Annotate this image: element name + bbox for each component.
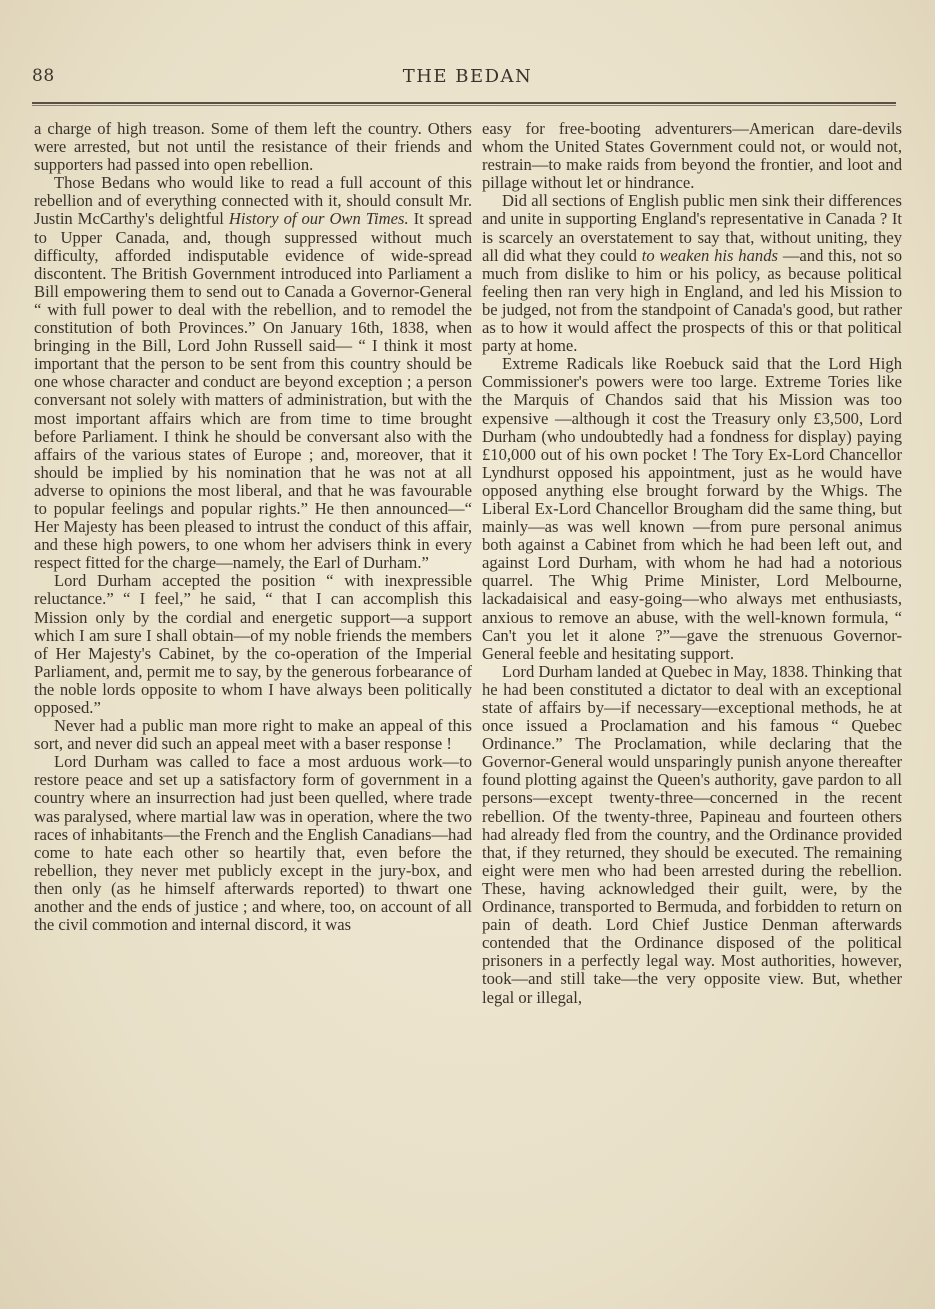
paragraph: Lord Durham accepted the position “ with inexpressible reluctance.” “ I feel,” he said, “ that I can accomplish this Mission only by the cordial and energetic support—a support which I am sure I shall obtain—of my noble friends the members of Her Majesty's Cabinet, by the co-operation of the Imperial Parliament, and, permit me to say, by the generous forbearance of the noble lords opposite to whom I have always been politically opposed.” xyxy=(34,571,472,717)
paragraph xyxy=(482,192,902,355)
paragraph: a charge of high treason. Some of them left the country. Others were arrested, but not until the resistance of their friends and supporters had passed into open rebellion. xyxy=(34,119,472,175)
paragraph: Extreme Radicals like Roebuck said that the Lord High Commissioner's powers were too large. Extreme Tories like the Marquis of Chandos said that his Mission was too expensive —although it cost the Treasury only £3,500, Lord Durham (who undoubtedly had a fondness for display) paying £10,000 out of his own pocket ! The Tory Ex-Lord Chancellor Lyndhurst opposed his appointment, just as he would have opposed anything else brought forward by the Whigs. The Liberal Ex-Lord Chancellor Brougham did the same thing, but mainly—as was well known —from pure personal animus both against a Cabinet from which he had been left out, and against Lord Durham, with whom he had had a notorious quarrel. The Whig Prime Minister, Lord Melbourne, lackadaisical and easy-going—who always met enthusiasts, anxious to remove an abuse, with the well-known formula, “ Can't you let it alone ?”—gave the strenuous Governor-General feeble and hesitating support. xyxy=(482,354,902,663)
paragraph: Never had a public man more right to make an appeal of this sort, and never did such an appeal meet with a baser response ! xyxy=(34,716,472,754)
paragraph-text: Did all sections of English public men sink their differences and unite in supporting England's representative in Canada ? It is scarcely an overstatement to say that, without uniting, they all did what they could xyxy=(482,191,902,265)
paragraph: Lord Durham landed at Quebec in May, 1838. Thinking that he had been constituted a dictator to deal with an exceptional state of affairs by—if necessary—exceptional methods, he at once issued a Proclamation and his famous “ Quebec Ordinance.” The Proclamation, while declaring that the Governor-General would unsparingly punish anyone thereafter found plotting against the Queen's authority, gave pardon to all persons—except twenty-three—concerned in the recent rebellion. Of the twenty-three, Papineau and fourteen others had already fled from the country, and the Ordinance provided that, if they returned, they should be executed. The remaining eight were men who had been arrested during the rebellion. These, having acknowledged their guilt, were, by the Ordinance, transported to Bermuda, and forbidden to return on pain of death. Lord Chief Justice Denman afterwards contended that the Ordinance disposed of the political prisoners in a perfectly legal way. Most authorities, however, took—and still take—the very opposite view. But, whether legal or illegal, xyxy=(482,661,902,1007)
left-column xyxy=(34,120,472,934)
page-header xyxy=(32,66,903,96)
emphasis: to weaken his hands xyxy=(641,245,778,265)
paragraph: Lord Durham was called to face a most arduous work—to restore peace and set up a satisfactory form of government in a country where an insurrection had just been quelled, where trade was paralysed, where martial law was in operation, where the two races of inhabitants—the French and the English Canadians—had come to hate each other so heartily that, even before the rebellion, they never met publicly except in the jury-box, and then only (as he himself afterwards reported) to thwart one another and the ends of justice ; and where, too, on account of all the civil commotion and internal discord, it was xyxy=(34,752,472,935)
right-column xyxy=(482,120,902,1007)
book-title: History of our Own Times. xyxy=(228,209,409,229)
paragraph-text: Those Bedans who would like to read a full account of this rebellion and of everything connected with it, should consult Mr. Justin McCarthy's delightful xyxy=(34,173,472,229)
running-title: THE BEDAN xyxy=(402,66,533,87)
page-number: 88 xyxy=(32,66,55,86)
paragraph-text: It spread to Upper Canada, and, though suppressed without much difficulty, afforded indisputable evidence of wide-spread discontent. The British Government introduced into Parliament a Bill empowering them to send out to Canada a Governor-General “ with full power to deal with the rebellion, and to remodel the constitution of both Provinces.” On January 16th, 1838, when bringing in the Bill, Lord John Russell said— “ I think it most important that the person to be sent from this country should be one whose character and conduct are beyond exception ; a person conversant not solely with matters of administration, but with the most important affairs which are from time to time brought before Parliament. I think he should be conversant also with the affairs of the various states of Europe ; and, moreover, that it should be implied by his nomination that he was not at all adverse to opinions the most liberal, and that he was favourable to popular feelings and popular rights.” He then announced—“ Her Majesty has been pleased to intrust the conduct of this affair, and these high powers, to one whom her advisers think in every respect fitted for the charge—namely, the Earl of Durham.” xyxy=(34,209,472,573)
paragraph xyxy=(34,174,472,572)
header-rule xyxy=(32,102,896,106)
paragraph-text: —and this, not so much from dislike to him or his policy, as because political feeling then ran very high in England, and led his Mission to be judged, not from the standpoint of Canada's good, but rather as to how it would affect the prospects of this or that political party at home. xyxy=(482,245,902,356)
paragraph: easy for free-booting adventurers—American dare-devils whom the United States Government could not, or would not, restrain—to make raids from beyond the frontier, and loot and pillage without let or hindrance. xyxy=(482,119,902,193)
